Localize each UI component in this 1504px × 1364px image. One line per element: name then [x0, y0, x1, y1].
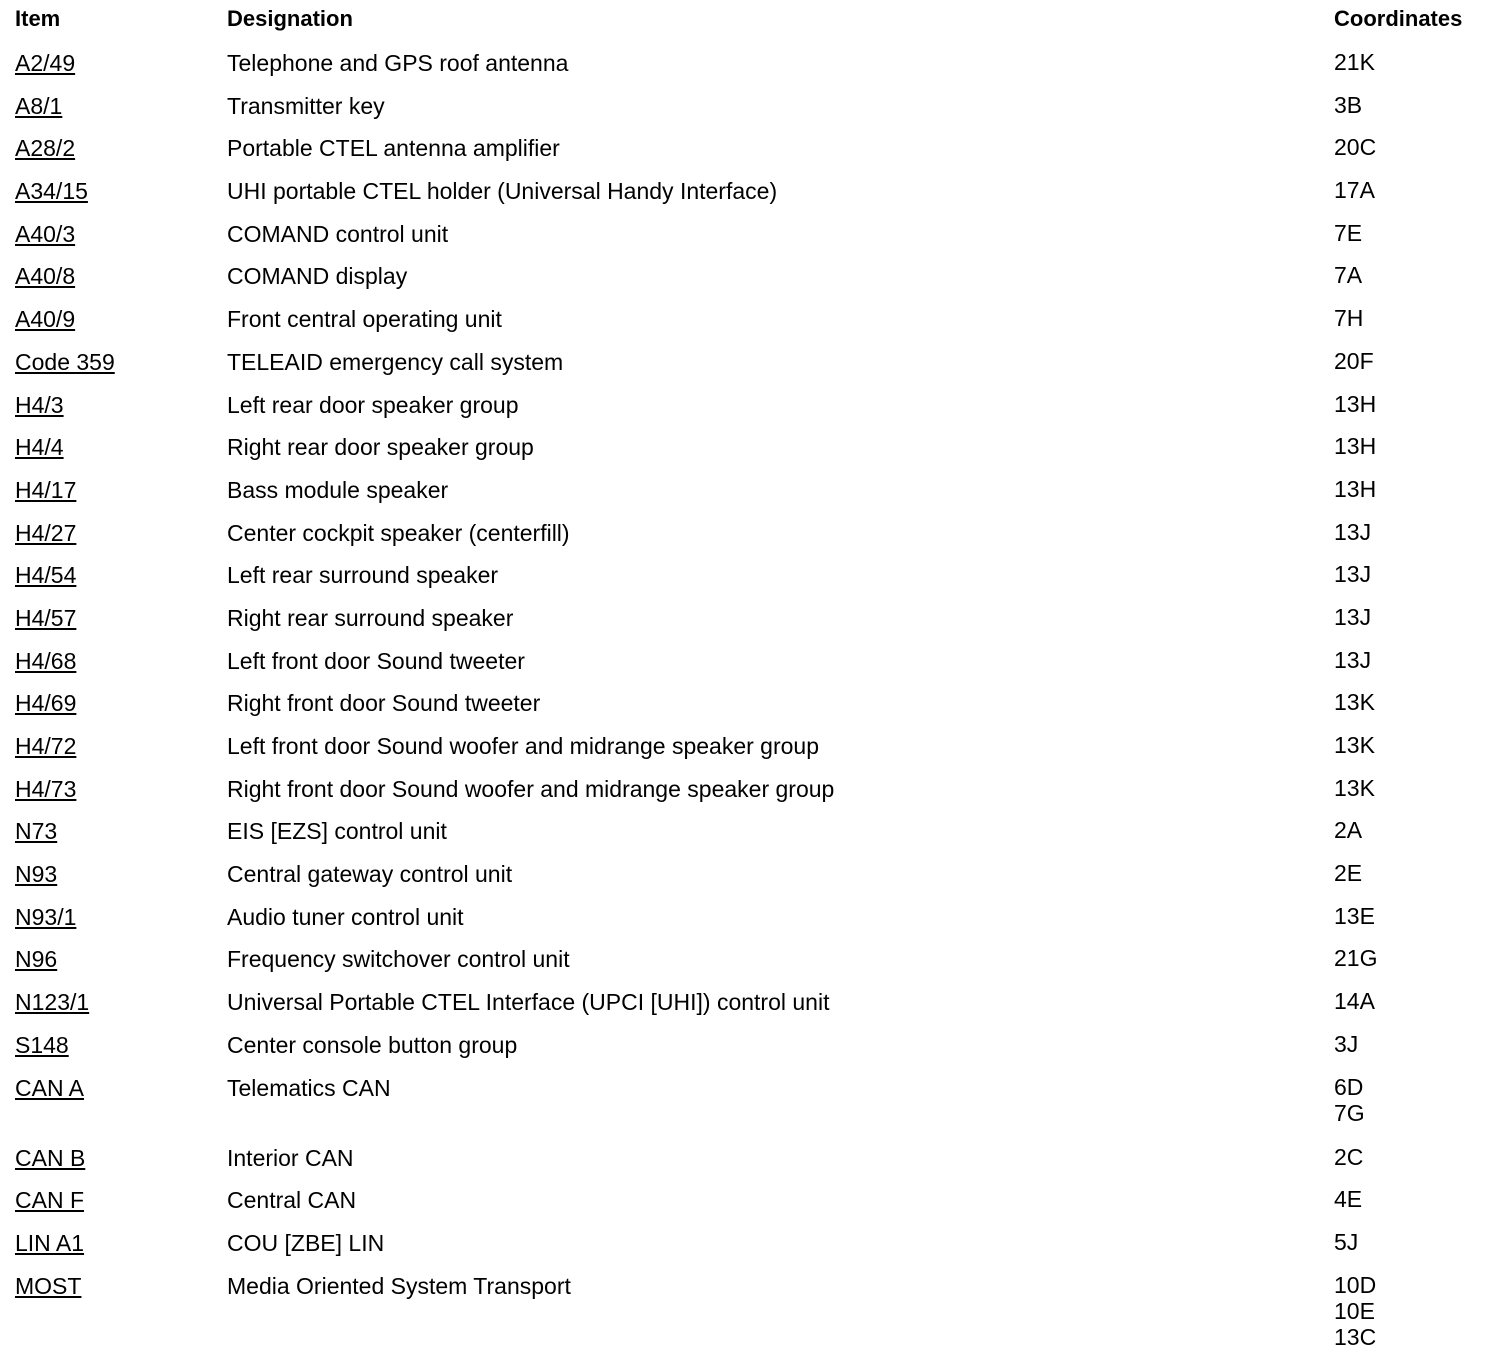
coordinate-value: 5J: [1334, 1228, 1359, 1255]
item-cell: [15, 775, 227, 803]
coordinates-cell: [1334, 860, 1495, 886]
item-link[interactable]: LIN A1: [15, 1229, 85, 1256]
coordinates-cell: [1334, 177, 1495, 203]
item-cell: [15, 689, 227, 717]
item-link[interactable]: N93/1: [15, 903, 77, 930]
item-cell: [15, 391, 227, 419]
table-row: [15, 727, 1495, 770]
designation-cell: Left rear door speaker group: [227, 391, 519, 418]
coordinate-value: 21K: [1334, 49, 1375, 75]
table-row: [15, 1181, 1495, 1224]
coordinates-cell: [1334, 1144, 1495, 1170]
item-cell: [15, 134, 227, 162]
designation-cell: Center console button group: [227, 1031, 518, 1058]
header-coordinates: Coordinates: [1334, 6, 1463, 31]
table-row: [15, 471, 1495, 514]
designation-cell: Right front door Sound woofer and midrange speaker group: [227, 775, 835, 802]
item-link[interactable]: CAN B: [15, 1144, 86, 1171]
item-link[interactable]: H4/68: [15, 647, 77, 674]
designation-cell: Frequency switchover control unit: [227, 946, 570, 973]
coordinates-cell: [1334, 1186, 1495, 1212]
coordinates-cell: [1334, 647, 1495, 673]
coordinates-cell: [1334, 732, 1495, 758]
item-link[interactable]: H4/3: [15, 391, 64, 418]
table-row: [15, 129, 1495, 172]
coordinate-value: 13K: [1334, 774, 1375, 801]
coordinate-value: 7E: [1334, 219, 1363, 246]
coordinate-value: 13J: [1334, 561, 1372, 588]
item-cell: [15, 860, 227, 888]
header-item: Item: [15, 6, 61, 31]
designation-cell: Right front door Sound tweeter: [227, 690, 541, 717]
table-row: [15, 812, 1495, 855]
coordinates-cell: [1334, 519, 1495, 545]
coordinates-cell: [1334, 561, 1495, 587]
coordinates-cell: [1334, 92, 1495, 118]
coordinates-cell: [1334, 476, 1495, 502]
item-cell: [15, 433, 227, 461]
item-cell: [15, 945, 227, 973]
coordinate-value: 4E: [1334, 1186, 1363, 1213]
item-cell: [15, 177, 227, 205]
table-row: [15, 1026, 1495, 1069]
item-cell: [15, 348, 227, 376]
coordinates-cell: [1334, 348, 1495, 374]
table-row: [15, 940, 1495, 983]
designation-cell: Left front door Sound woofer and midrange speaker group: [227, 733, 819, 759]
item-link[interactable]: N93: [15, 861, 58, 888]
designation-cell: Portable CTEL antenna amplifier: [227, 135, 560, 162]
item-link[interactable]: A40/3: [15, 220, 76, 247]
table-row: [15, 514, 1495, 557]
coordinate-value: 2A: [1334, 817, 1363, 844]
designation-cell: Right rear door speaker group: [227, 434, 534, 461]
item-cell: [15, 1186, 227, 1214]
item-link[interactable]: H4/17: [15, 476, 77, 503]
coordinate-value: 20F: [1334, 347, 1374, 374]
table-body: [15, 44, 1495, 1357]
coordinates-cell: [1334, 775, 1495, 801]
item-cell: [15, 732, 227, 760]
coordinates-cell: [1334, 433, 1495, 459]
coordinate-value: 3B: [1334, 91, 1363, 118]
designation-cell: Central gateway control unit: [227, 861, 513, 888]
item-cell: [15, 49, 227, 77]
coordinates-cell: [1334, 1272, 1495, 1350]
item-link[interactable]: H4/69: [15, 690, 77, 717]
item-cell: [15, 1031, 227, 1059]
coordinates-cell: [1334, 988, 1495, 1014]
item-cell: [15, 1229, 227, 1257]
designation-cell: Right rear surround speaker: [227, 604, 514, 631]
table-row: [15, 1267, 1495, 1357]
item-cell: [15, 647, 227, 675]
coordinate-value: 13E: [1334, 902, 1375, 929]
coordinates-cell: [1334, 220, 1495, 246]
item-link[interactable]: A2/49: [15, 50, 76, 76]
designation-cell: Left front door Sound tweeter: [227, 647, 525, 674]
coordinates-cell: [1334, 1031, 1495, 1057]
designation-cell: TELEAID emergency call system: [227, 348, 564, 375]
table-row: [15, 172, 1495, 215]
legend-table: [15, 0, 1495, 1357]
item-cell: [15, 1074, 227, 1102]
item-link[interactable]: H4/27: [15, 519, 77, 546]
table-row: [15, 556, 1495, 599]
item-link[interactable]: H4/54: [15, 562, 77, 589]
item-cell: [15, 305, 227, 333]
coordinate-value: 13J: [1334, 518, 1372, 545]
coordinates-cell: [1334, 305, 1495, 331]
coordinates-cell: [1334, 134, 1495, 160]
item-cell: [15, 476, 227, 504]
item-link[interactable]: H4/73: [15, 775, 77, 802]
table-row: [15, 44, 1495, 87]
item-link[interactable]: A8/1: [15, 92, 63, 119]
item-link[interactable]: N96: [15, 946, 58, 973]
table-row: [15, 257, 1495, 300]
coordinates-cell: [1334, 817, 1495, 843]
coordinate-value: 10E: [1334, 1297, 1375, 1324]
table-row: [15, 855, 1495, 898]
designation-cell: Center cockpit speaker (centerfill): [227, 519, 570, 546]
coordinate-value: 13H: [1334, 390, 1377, 417]
table-row: [15, 1069, 1495, 1139]
coordinate-value: 10D: [1334, 1271, 1377, 1298]
item-cell: [15, 817, 227, 845]
coordinates-cell: [1334, 1229, 1495, 1255]
table-row: [15, 87, 1495, 130]
item-link[interactable]: H4/57: [15, 604, 77, 631]
item-link[interactable]: A34/15: [15, 178, 88, 205]
designation-cell: Left rear surround speaker: [227, 562, 499, 589]
coordinate-value: 14A: [1334, 988, 1375, 1015]
coordinates-cell: [1334, 262, 1495, 288]
item-link[interactable]: A28/2: [15, 135, 76, 162]
table-row: [15, 983, 1495, 1026]
coordinate-value: 13K: [1334, 689, 1375, 716]
designation-cell: COMAND display: [227, 263, 408, 290]
item-cell: [15, 262, 227, 290]
item-cell: [15, 519, 227, 547]
coordinates-cell: [1334, 49, 1495, 75]
designation-cell: Transmitter key: [227, 92, 385, 119]
table-row: [15, 770, 1495, 813]
designation-cell: COMAND control unit: [227, 220, 449, 247]
coordinate-value: 13J: [1334, 646, 1372, 673]
table-row: [15, 684, 1495, 727]
item-cell: [15, 92, 227, 120]
item-cell: [15, 988, 227, 1016]
coordinate-value: 17A: [1334, 177, 1375, 204]
item-cell: [15, 903, 227, 931]
table-row: [15, 300, 1495, 343]
coordinate-value: 7H: [1334, 305, 1364, 332]
item-link[interactable]: CAN A: [15, 1074, 85, 1101]
coordinate-value: 3J: [1334, 1030, 1359, 1057]
table-row: [15, 599, 1495, 642]
designation-cell: Universal Portable CTEL Interface (UPCI [UHI]) control unit: [227, 989, 830, 1016]
table-row: [15, 428, 1495, 471]
designation-cell: Media Oriented System Transport: [227, 1272, 571, 1299]
table-row: [15, 642, 1495, 685]
designation-cell: EIS [EZS] control unit: [227, 818, 447, 845]
coordinates-cell: [1334, 391, 1495, 417]
item-link[interactable]: MOST: [15, 1272, 82, 1299]
item-link[interactable]: H4/72: [15, 733, 77, 759]
coordinate-value: 21G: [1334, 945, 1378, 972]
designation-cell: Telematics CAN: [227, 1074, 391, 1101]
item-link[interactable]: S148: [15, 1031, 69, 1058]
item-cell: [15, 1272, 227, 1300]
coordinates-cell: [1334, 1074, 1495, 1126]
table-row: [15, 898, 1495, 941]
item-link[interactable]: Code 359: [15, 348, 115, 375]
coordinate-value: 2E: [1334, 860, 1363, 887]
coordinate-value: 6D: [1334, 1073, 1364, 1100]
table-row: [15, 386, 1495, 429]
designation-cell: COU [ZBE] LIN: [227, 1229, 385, 1256]
coordinate-value: 7A: [1334, 262, 1363, 289]
coordinate-value: 13J: [1334, 603, 1372, 630]
coordinate-value: 20C: [1334, 134, 1377, 161]
table-row: [15, 1139, 1495, 1182]
table-row: [15, 215, 1495, 258]
item-cell: [15, 220, 227, 248]
coordinate-value: 2C: [1334, 1143, 1364, 1170]
designation-cell: UHI portable CTEL holder (Universal Handy Interface): [227, 178, 778, 205]
designation-cell: Audio tuner control unit: [227, 903, 464, 930]
coordinate-value: 13K: [1334, 732, 1375, 758]
item-link[interactable]: N73: [15, 818, 58, 845]
item-link[interactable]: A40/8: [15, 263, 76, 290]
item-cell: [15, 1144, 227, 1172]
item-link[interactable]: H4/4: [15, 434, 64, 461]
table-row: [15, 1224, 1495, 1267]
item-cell: [15, 604, 227, 632]
coordinates-cell: [1334, 945, 1495, 971]
coordinates-cell: [1334, 689, 1495, 715]
coordinate-value: 13C: [1334, 1323, 1377, 1350]
coordinates-cell: [1334, 903, 1495, 929]
item-cell: [15, 561, 227, 589]
designation-cell: Interior CAN: [227, 1144, 354, 1171]
designation-cell: Central CAN: [227, 1187, 357, 1214]
item-link[interactable]: A40/9: [15, 306, 76, 333]
coordinates-cell: [1334, 604, 1495, 630]
header-designation: Designation: [227, 6, 353, 31]
item-link[interactable]: N123/1: [15, 989, 90, 1016]
item-link[interactable]: CAN F: [15, 1187, 84, 1214]
table-row: [15, 343, 1495, 386]
designation-cell: Front central operating unit: [227, 306, 502, 333]
coordinate-value: 13H: [1334, 475, 1377, 502]
designation-cell: Telephone and GPS roof antenna: [227, 50, 569, 76]
coordinate-value: 13H: [1334, 433, 1377, 460]
designation-cell: Bass module speaker: [227, 476, 449, 503]
coordinate-value: 7G: [1334, 1099, 1365, 1126]
table-header: [15, 0, 1495, 44]
